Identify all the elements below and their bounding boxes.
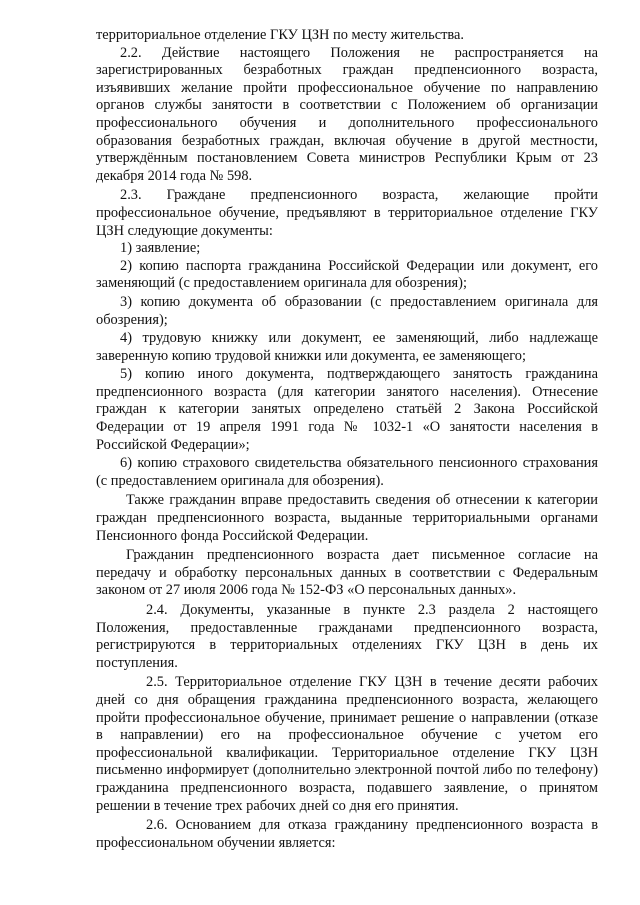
paragraph-2-6: 2.6. Основанием для отказа гражданину предпенсионного возраста в профессиональном обучении является: bbox=[96, 817, 598, 851]
list-item: 4) трудовую книжку или документ, ее заменяющий, либо надлежаще заверенную копию трудовой книжки или документа, ее заменяющего; bbox=[96, 330, 598, 364]
list-item: 1) заявление; bbox=[120, 240, 201, 257]
paragraph-2-4: 2.4. Документы, указанные в пункте 2.3 раздела 2 настоящего Положения, предоставленные гражданами предпенсионного возраста, регистрируются в территориальных отделениях ГКУ ЦЗН в день их поступления. bbox=[96, 602, 598, 671]
list-item: 2) копию паспорта гражданина Российской Федерации или документ, его заменяющий (с предоставлением оригинала для обозрения); bbox=[96, 257, 598, 292]
paragraph-2-5: 2.5. Территориальное отделение ГКУ ЦЗН в течение десяти рабочих дней со дня обращения гражданина предпенсионного возраста, желающего пройти профессиональное обучение, принимает решение о направлении (отказе в направлении) его на профессиональное обучение с учетом его профессиональной квалификации. Территориальное отделение ГКУ ЦЗН письменно информирует (дополнительно электронной почтой либо по телефону) гражданина предпенсионного возраста, подавшего заявление, о принятом решении в течение трех рабочих дней со дня его принятия. bbox=[96, 674, 598, 814]
list-item: 5) копию иного документа, подтверждающего занятость гражданина предпенсионного возраста (для категории занятого населения). Отнесение граждан к категории занятых определено статьёй 2 Закона Российской Федерации от 19 апреля 1991 года № 1032-1 «О занятости населения в Российской Федерации»; bbox=[96, 366, 598, 453]
list-item: 6) копию страхового свидетельства обязательного пенсионного страхования (с предоставлением оригинала для обозрения). bbox=[96, 455, 598, 489]
paragraph: территориальное отделение ГКУ ЦЗН по месту жительства. bbox=[96, 27, 465, 43]
list-item: 3) копию документа об образовании (с предоставлением оригинала для обозрения); bbox=[96, 293, 598, 328]
paragraph-2-2: 2.2. Действие настоящего Положения не распространяется на зарегистрированных безработных граждан предпенсионного возраста, изъявивших желание пройти профессиональное обучение по направлению органов службы занятости в соответствии с Положением об организации профессионального обучения и дополнительного профессионального образования безработных граждан, включая обучение в другой местности, утверждённым постановлением Совета министров Республики Крым от 23 декабря 2014 года № 598. bbox=[96, 44, 598, 184]
paragraph: Также гражданин вправе предоставить сведения об отнесении к категории граждан предпенсионного возраста, выданные территориальными органами Пенсионного фонда Российской Федерации. bbox=[96, 492, 598, 544]
paragraph-2-3: 2.3. Граждане предпенсионного возраста, желающие пройти профессиональное обучение, предъявляют в территориальное отделение ГКУ ЦЗН следующие документы: bbox=[96, 187, 598, 239]
paragraph: Гражданин предпенсионного возраста дает письменное согласие на передачу и обработку персональных данных в соответствии с Федеральным законом от 27 июля 2006 года № 152-ФЗ «О персональных данных». bbox=[96, 547, 598, 599]
